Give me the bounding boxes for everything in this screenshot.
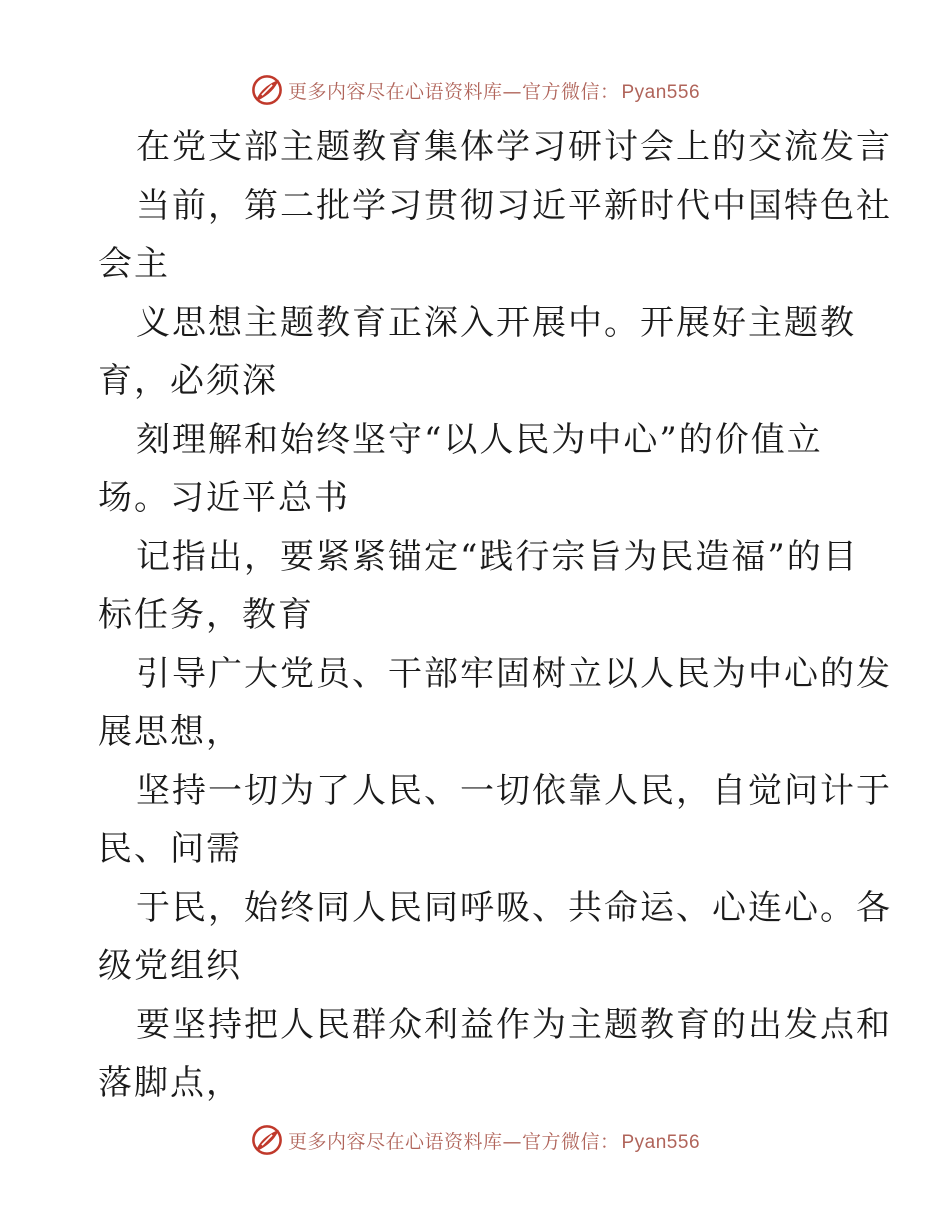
document-body: [98, 118, 892, 1113]
paragraph-line: 坚持一切为了人民、一切依靠人民，自觉问计于: [136, 770, 892, 811]
paragraph-line: 刻理解和始终坚守“以人民为中心”的价值立: [136, 419, 823, 460]
paragraph-line: 级党组织: [98, 946, 242, 986]
paragraph-line: 落脚点，: [98, 1063, 242, 1103]
paragraph-line: 引导广大党员、干部牢固树立以人民为中心的发: [136, 653, 892, 694]
paragraph-line: 记指出，要紧紧锚定“践行宗旨为民造福”的目: [136, 536, 859, 577]
paragraph-line: 展思想，: [98, 712, 242, 752]
footer-banner: [0, 1120, 950, 1160]
header-banner: [0, 70, 950, 110]
paragraph-line: 育，必须深: [98, 361, 278, 401]
pen-nib-logo-icon: [250, 1123, 284, 1157]
paragraph-line: 当前，第二批学习贯彻习近平新时代中国特色社: [136, 185, 892, 226]
paragraph-line: 义思想主题教育正深入开展中。开展好主题教: [136, 302, 856, 343]
wechat-id: Pyan556: [621, 1131, 701, 1153]
document-title: 在党支部主题教育集体学习研讨会上的交流发言: [136, 127, 892, 167]
header-banner-text: 更多内容尽在心语资料库—官方微信： Pyan556: [287, 80, 701, 103]
paragraph-line: 会主: [98, 244, 170, 284]
paragraph-line: 民、问需: [98, 829, 242, 869]
paragraph-line: 场。习近平总书: [98, 478, 350, 518]
pen-nib-logo-icon: [250, 73, 284, 107]
paragraph-line: 要坚持把人民群众利益作为主题教育的出发点和: [136, 1004, 892, 1045]
paragraph-line: 标任务，教育: [98, 595, 314, 635]
paragraph-line: 于民，始终同人民同呼吸、共命运、心连心。各: [136, 887, 892, 928]
wechat-id: Pyan556: [621, 81, 701, 103]
footer-banner-text: 更多内容尽在心语资料库—官方微信： Pyan556: [287, 1130, 701, 1153]
